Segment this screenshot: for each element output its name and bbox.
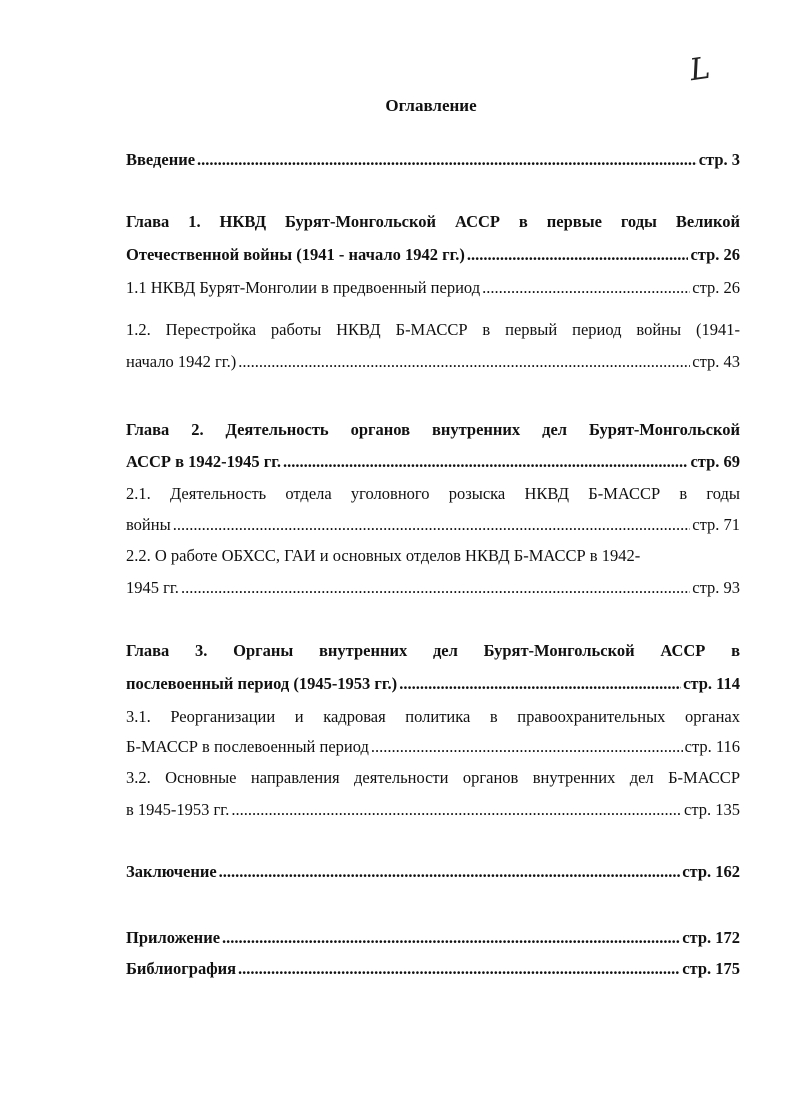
toc-entry-label: Глава 1. НКВД Бурят-Монгольской АССР в первые годы Великой [126, 212, 740, 231]
toc-entry-label: 3.1. Реорганизации и кадровая политика в правоохранительных органах [126, 707, 740, 726]
toc-entry-section-2-1[interactable] [126, 513, 740, 537]
toc-entry-page: стр. 116 [684, 737, 740, 756]
toc-entry-label: 2.2. О работе ОБХСС, ГАИ и основных отделов НКВД Б-МАССР в 1942- [126, 546, 641, 565]
toc-entry-page: стр. 43 [692, 352, 740, 371]
toc-section-2-2-line1[interactable] [126, 544, 740, 568]
toc-entry-page: стр. 26 [692, 278, 740, 297]
toc-section-2-1-line1[interactable] [126, 482, 740, 506]
toc-entry-page: стр. 114 [683, 674, 740, 693]
toc-chapter1-title-line1[interactable] [126, 210, 740, 234]
toc-entry-label: послевоенный период (1945-1953 гг.) [126, 674, 398, 693]
toc-entry-chapter1[interactable] [126, 243, 740, 267]
dot-leader [219, 860, 681, 884]
toc-entry-conclusion[interactable] [126, 860, 740, 884]
toc-entry-section-1-2[interactable] [126, 350, 740, 374]
dot-leader [173, 513, 691, 537]
toc-entry-label: Заключение [126, 862, 217, 881]
dot-leader [231, 798, 682, 822]
toc-chapter2-title-line1[interactable] [126, 418, 740, 442]
toc-entry-section-3-2[interactable] [126, 798, 740, 822]
toc-entry-page: стр. 175 [682, 959, 740, 978]
dot-leader [197, 148, 697, 172]
toc-entry-chapter2[interactable] [126, 450, 740, 474]
toc-entry-label: Библиография [126, 959, 237, 978]
toc-entry-appendix[interactable] [126, 926, 740, 950]
dot-leader [222, 926, 680, 950]
toc-entry-page: стр. 93 [692, 578, 740, 597]
toc-entry-label: Приложение [126, 928, 221, 947]
dot-leader [238, 350, 690, 374]
toc-entry-label: войны [126, 515, 171, 534]
toc-entry-label: в 1945-1953 гг. [126, 800, 230, 819]
handwritten-page-mark: L [687, 50, 713, 89]
dot-leader [181, 576, 690, 600]
toc-entry-page: стр. 162 [682, 862, 740, 881]
toc-entry-page: стр. 172 [682, 928, 740, 947]
dot-leader [399, 672, 681, 696]
toc-entry-section-3-1[interactable] [126, 735, 740, 759]
dot-leader [283, 450, 688, 474]
toc-entry-label: 3.2. Основные направления деятельности органов внутренних дел Б-МАССР [126, 768, 740, 787]
toc-entry-label: 1945 гг. [126, 578, 179, 597]
toc-entry-page: стр. 71 [692, 515, 740, 534]
toc-entry-bibliography[interactable] [126, 957, 740, 981]
toc-entry-chapter3[interactable] [126, 672, 740, 696]
toc-entry-label: АССР в 1942-1945 гг. [126, 452, 282, 471]
toc-entry-section-2-2[interactable] [126, 576, 740, 600]
dot-leader [238, 957, 680, 981]
toc-entry-page: стр. 135 [684, 800, 740, 819]
dot-leader [482, 276, 690, 300]
toc-entry-label: Глава 3. Органы внутренних дел Бурят-Монгольской АССР в [126, 641, 740, 660]
dot-leader [371, 735, 683, 759]
toc-entry-label: Б-МАССР в послевоенный период [126, 737, 369, 756]
toc-entry-label: 2.1. Деятельность отдела уголовного розыска НКВД Б-МАССР в годы [126, 484, 740, 503]
toc-chapter3-title-line1[interactable] [126, 639, 740, 663]
toc-entry-label: Введение [126, 150, 196, 169]
toc-entry-label: Отечественной войны (1941 - начало 1942 гг.) [126, 245, 465, 264]
toc-section-1-2-line1[interactable] [126, 318, 740, 342]
toc-section-3-1-line1[interactable] [126, 705, 740, 729]
toc-entry-label: 1.2. Перестройка работы НКВД Б-МАССР в первый период войны (1941- [126, 320, 740, 339]
toc-entry-section-1-1[interactable] [126, 276, 740, 300]
toc-entry-label: начало 1942 гг.) [126, 352, 237, 371]
toc-entry-page: стр. 3 [698, 150, 740, 169]
toc-entry-label: Глава 2. Деятельность органов внутренних дел Бурят-Монгольской [126, 420, 740, 439]
toc-entry-intro[interactable] [126, 148, 740, 172]
page-title: Оглавление [385, 96, 477, 115]
toc-entry-label: 1.1 НКВД Бурят-Монголии в предвоенный период [126, 278, 481, 297]
toc-section-3-2-line1[interactable] [126, 766, 740, 790]
toc-entry-page: стр. 26 [690, 245, 740, 264]
dot-leader [467, 243, 689, 267]
toc-entry-page: стр. 69 [690, 452, 740, 471]
